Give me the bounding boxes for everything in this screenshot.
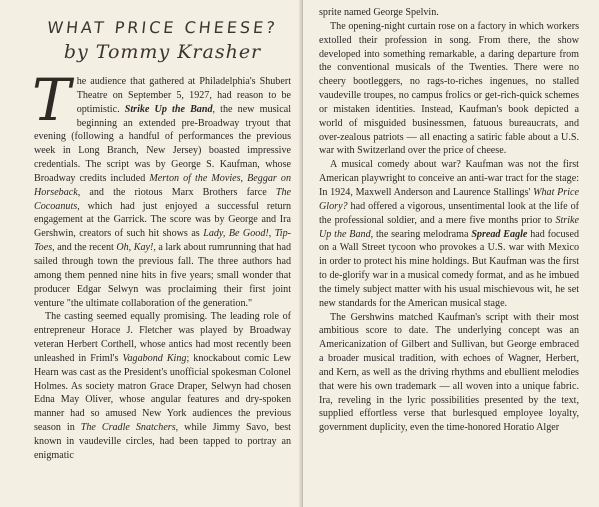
paragraph (319, 6, 579, 20)
text-run: , a lark about rumrunning that had sailed through town the previous fall. The three authors had among them penned nine hits in five years; small wonder that producer Edgar Selwyn was proclaiming their first joint venture "the ultimate collaboration of the generation." (34, 242, 291, 309)
text-run: ; knockabout comic Lew Hearn was cast as the President's unofficial spokesman Colonel Holmes. As society matron Grace Draper, Selwyn had chosen Edna May Oliver, whose angular features and dry-spoken manner had so amused New York audiences the previous season in (34, 352, 292, 434)
article-byline: by Tommy Krasher (63, 41, 262, 63)
italic-title: The Cocoanuts (34, 186, 291, 212)
article-title: WHAT PRICE CHEESE? (46, 18, 279, 37)
text-run: , while Jimmy Savo, best known in vaudeville circles, had been tapped to portray an enigmatic (34, 422, 291, 461)
paragraph (319, 158, 579, 310)
italic-title: Lady, Be Good! (203, 228, 269, 240)
right-column-text (319, 6, 579, 435)
paragraph (32, 66, 292, 310)
text-run: he audience that gathered at Philadelphia's Shubert Theatre on September 5, 1927, had reason to be optimistic. (76, 76, 291, 115)
italic-title: Oh, Kay! (116, 242, 154, 254)
text-run: had focused on a Wall Street tycoon who provokes a U.S. war with Mexico in order to protect his mine holdings. But Kaufman was the first to de-glorify war in a musical comedy format, and as he imbued the timely subject matter with his usual mischievous wit, he set new standards for the American musical stage. (319, 228, 580, 309)
text-run: , the searing melodrama (370, 228, 472, 240)
italic-title: Beggar on Horseback (34, 172, 292, 198)
paragraph (34, 310, 291, 462)
text-run: , (268, 228, 275, 240)
text-run: The Gershwins matched Kaufman's script with their most ambitious score to date. The underlying concept was an Americanization of Gilbert and Sullivan, but George embraced a broader musical tradition, with echoes of Wagner, Herbert, and Kern, as well as the driving rhythms and ebullient melodies that were his own trademark — all woven into a unique fabric. Ira, reveling in the lyric possibilities presented by the text, supplied effortless verse that burlesqued employee loyalty, government duplicity, even the time-honored Horatio Alger (319, 311, 579, 434)
italic-title: Tip-Toes (34, 228, 292, 254)
text-run: sprite named George Spelvin. (319, 7, 439, 18)
text-run: , the new musical beginning an extended pre-Broadway tryout that evening (following a handful of performances the previous week in Long Branch, New Jersey) boasted impressive credentials. The script was by George S. Kaufman, whose Broadway credits included (34, 103, 292, 184)
italic-title: Strike Up the Band (319, 214, 579, 240)
paragraph (319, 20, 579, 158)
bold-italic-title: Spread Eagle (471, 228, 528, 240)
right-page (303, 0, 599, 507)
left-column-text (32, 66, 292, 463)
italic-title: Merton of the Movies (149, 172, 241, 184)
text-run: , and the recent (52, 242, 117, 254)
bold-italic-title: Strike Up the Band (124, 103, 213, 115)
text-run: , (240, 172, 248, 184)
italic-title: Vagabond King (122, 352, 187, 364)
paragraph (319, 311, 579, 436)
text-run: had offered a vigorous, unsentimental look at the life of the professional soldier, and a mere five months prior to (319, 200, 579, 226)
text-run: A musical comedy about war? Kaufman was not the first American playwright to conceive an anti-war tract for the stage: In 1924, Maxwell Anderson and Laurence Stallings' (319, 159, 579, 198)
italic-title: The Cradle Snatchers (80, 422, 176, 434)
text-run: , which had just enjoyed a successful return engagement at the Garrick. The score was by George and Ira Gershwin, creators of such hit shows as (34, 200, 291, 240)
italic-title: What Price Glory? (319, 186, 579, 212)
text-run: , and the riotous Marx Brothers farce (77, 186, 276, 198)
text-run: The casting seemed equally promising. The leading role of entrepreneur Horace J. Fletcher was played by Broadway veteran Herbert Corthell, whose antics had most recently been unleashed in Friml's (34, 311, 291, 364)
drop-cap: T (32, 66, 71, 134)
text-run: The opening-night curtain rose on a factory in which workers extolled their profession in song. From there, the show developed into something remarkable, a daring departure from the conventional musicals of the Twenties. There were no cheery bootleggers, no rags-to-riches ingenues, no stalled vaudeville troupes, no campus frolics or get-rich-quick schemes or mistaken identities. Instead, Kaufman's book depicted a world of misguided businessmen, fatuous bureaucrats, and over-zealous patriots — all enacting a satiric fable about a U.S. war with Switzerland over the price of cheese. (319, 20, 579, 157)
